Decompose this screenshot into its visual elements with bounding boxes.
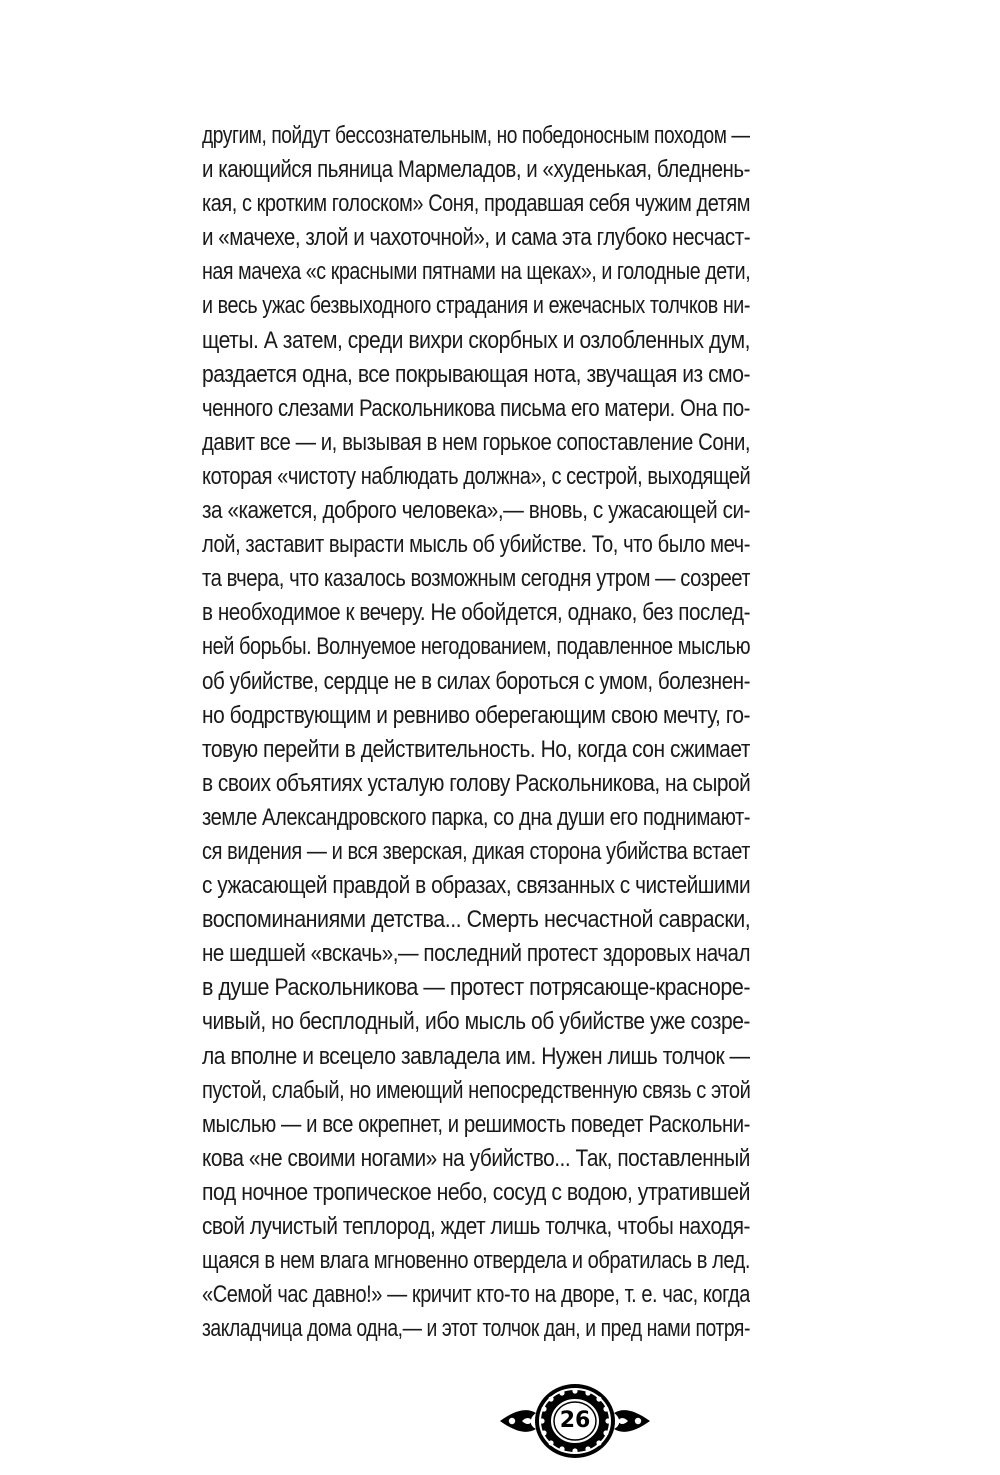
text-line: та вчера, что казалось возможным сегодня утром — созреет: [202, 565, 750, 593]
text-line: которая «чистоту наблюдать должна», с сестрой, выходящей: [202, 462, 751, 490]
text-line: товую перейти в действительность. Но, когда сон сжимает: [202, 735, 751, 763]
text-line: кая, с кротким голоском» Соня, продавшая себя чужим детям: [202, 190, 751, 218]
text-line: щаяся в нем влага мгновенно отвердела и обратилась в лед.: [202, 1247, 751, 1275]
text-line: мыслью — и все окрепнет, и решимость поведет Раскольни-: [202, 1110, 750, 1138]
text-line: раздается одна, все покрывающая нота, звучащая из смо-: [202, 360, 751, 388]
text-line: за «кажется, доброго человека»,— вновь, с ужасающей си-: [202, 497, 751, 525]
text-line: об убийстве, сердце не в силах бороться с умом, болезнен-: [202, 667, 751, 695]
text-line: но бодрствующим и ревниво оберегающим свою мечту, го-: [202, 701, 751, 729]
text-line: в необходимое к вечеру. Не обойдется, однако, без послед-: [202, 599, 751, 627]
page-number-ornament: [492, 1381, 658, 1461]
text-line: с ужасающей правдой в образах, связанных с чистейшими: [202, 872, 750, 900]
text-line: чивый, но бесплодный, ибо мысль об убийстве уже созре-: [202, 1008, 750, 1036]
text-line: щеты. А затем, среди вихри скорбных и озлобленных дум,: [202, 326, 751, 354]
text-line: кова «не своими ногами» на убийство... Так, поставленный: [202, 1144, 750, 1172]
text-line: пустой, слабый, но имеющий непосредственную связь с этой: [202, 1076, 751, 1104]
text-line: не шедшей «вскачь»,— последний протест здоровых начал: [202, 940, 751, 968]
text-line: лой, заставит вырасти мысль об убийстве. То, что было меч-: [202, 531, 750, 559]
text-line: под ночное тропическое небо, сосуд с водою, утратившей: [202, 1178, 750, 1206]
text-line: воспоминаниями детства... Смерть несчастной савраски,: [202, 906, 750, 934]
text-line: земле Александровского парка, со дна души его поднимают-: [202, 803, 751, 831]
text-line: свой лучистый теплород, ждет лишь толчка, чтобы находя-: [202, 1213, 751, 1240]
text-line: ченного слезами Раскольникова письма его матери. Она по-: [202, 394, 750, 422]
text-line: давит все — и, вызывая в нем горькое сопоставление Сони,: [202, 428, 751, 456]
text-line: в душе Раскольникова — протест потрясающе-красноре-: [202, 974, 750, 1002]
text-line: «Семой час давно!» — кричит кто-то на дворе, т. е. час, когда: [202, 1281, 750, 1309]
text-line: другим, пойдут бессознательным, но победоносным походом —: [202, 122, 751, 149]
text-line: ная мачеха «с красными пятнами на щеках», и голодные дети,: [202, 258, 750, 286]
text-line: в своих объятиях усталую голову Раскольникова, на сырой: [202, 769, 750, 797]
text-line: и кающийся пьяница Мармеладов, и «худенькая, бледнень-: [202, 156, 750, 184]
text-line: ся видения — и вся зверская, дикая сторона убийства встает: [202, 837, 750, 865]
text-line: и «мачехе, злой и чахоточной», и сама эта глубоко несчаст-: [202, 224, 751, 252]
text-line: закладчица дома одна,— и этот толчок дан, и пред нами потря-: [202, 1315, 750, 1343]
text-line: ла вполне и всецело завладела им. Нужен лишь толчок —: [202, 1042, 751, 1070]
text-line: и весь ужас безвыходного страдания и ежечасных толчков ни-: [202, 292, 751, 320]
body-text: [202, 119, 750, 1346]
page-number: 26: [559, 1408, 591, 1433]
text-line: ней борьбы. Волнуемое негодованием, подавленное мыслью: [202, 633, 751, 661]
